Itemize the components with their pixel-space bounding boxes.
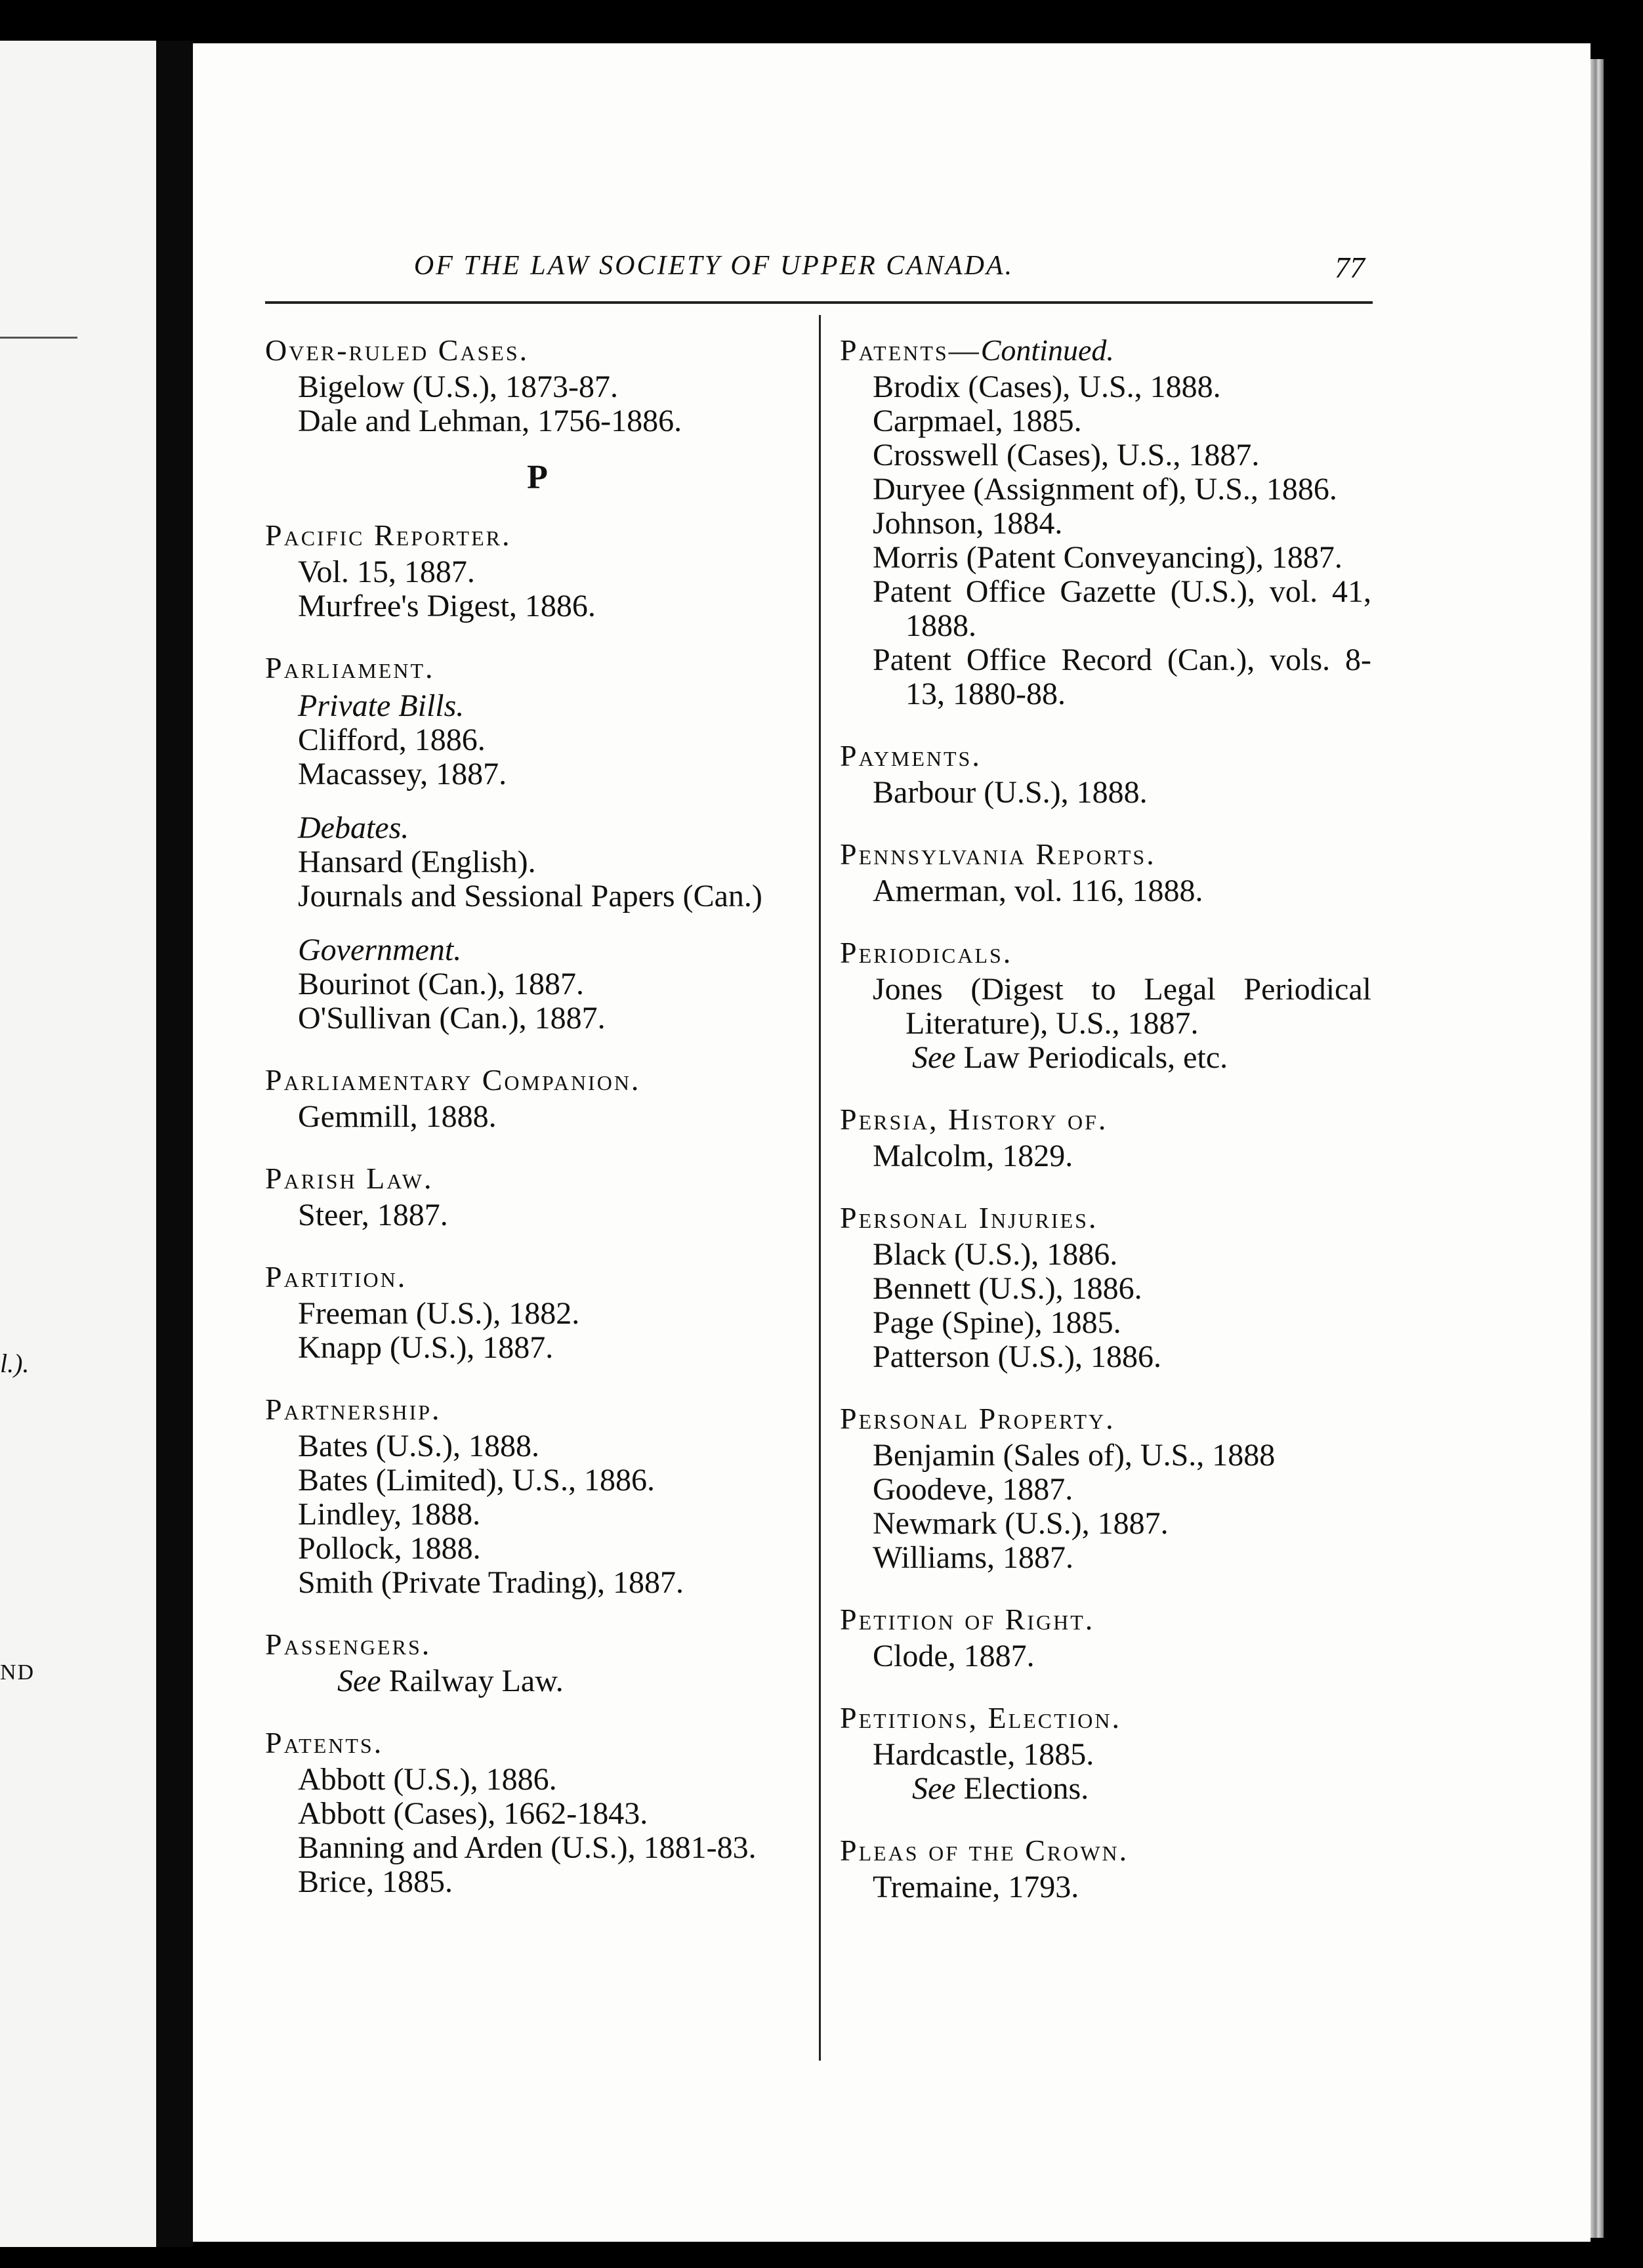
index-item: Abbott (Cases), 1662-1843. (298, 1796, 648, 1831)
index-item: Macassey, 1887. (298, 757, 507, 791)
previous-page-rule (0, 337, 77, 339)
prev-fragment-2: ND (0, 1660, 35, 1685)
entry-heading-continued: Continued. (980, 333, 1114, 367)
index-entry (840, 333, 1371, 711)
subgroup (265, 811, 810, 914)
entry-heading-text: Parish Law. (265, 1162, 434, 1195)
index-item: Amerman, vol. 116, 1888. (873, 873, 1203, 908)
entry-heading (265, 1162, 810, 1196)
index-item: Morris (Patent Conveyancing), 1887. (873, 540, 1342, 575)
entry-heading-text: Partition. (265, 1260, 407, 1293)
index-entry (840, 936, 1371, 1075)
entry-heading-text: Persia, History of. (840, 1102, 1108, 1136)
entry-heading (265, 1628, 810, 1662)
left-column (265, 333, 810, 1927)
index-item: Vol. 15, 1887. (298, 555, 475, 589)
entry-heading-text: Personal Property. (840, 1402, 1115, 1435)
see-reference (840, 1772, 1371, 1806)
entry-heading-text: Personal Injuries. (840, 1201, 1098, 1234)
see-label: See (337, 1664, 381, 1698)
index-entry (840, 837, 1371, 908)
index-item: Gemmill, 1888. (298, 1099, 497, 1134)
index-item: Brodix (Cases), U.S., 1888. (873, 369, 1221, 404)
entry-heading-text: Over-ruled Cases. (265, 333, 530, 367)
see-target: Railway Law. (381, 1664, 564, 1698)
index-item: Patterson (U.S.), 1886. (873, 1339, 1161, 1374)
index-item: Patent Office Gazette (U.S.), vol. 41, 1888. (873, 574, 1371, 643)
index-item: Page (Spine), 1885. (873, 1305, 1121, 1340)
index-item: Pollock, 1888. (298, 1531, 481, 1566)
entry-heading-text: Petitions, Election. (840, 1701, 1122, 1734)
entry-heading-text: Patents— (840, 333, 981, 367)
index-item: Malcolm, 1829. (873, 1139, 1073, 1173)
index-entry (265, 651, 810, 1036)
entry-heading (840, 1201, 1371, 1235)
index-item: Black (U.S.), 1886. (873, 1237, 1118, 1272)
index-item: Crosswell (Cases), U.S., 1887. (873, 438, 1260, 472)
index-item: Smith (Private Trading), 1887. (298, 1565, 684, 1600)
right-column (840, 333, 1371, 1932)
index-item: Duryee (Assignment of), U.S., 1886. (873, 472, 1337, 507)
entry-heading-text: Passengers. (265, 1628, 432, 1661)
see-reference (265, 1664, 810, 1698)
entry-heading (840, 936, 1371, 970)
index-item: Clifford, 1886. (298, 723, 486, 757)
index-item: Steer, 1887. (298, 1198, 448, 1232)
index-item: Bates (U.S.), 1888. (298, 1429, 539, 1463)
index-entry (265, 1063, 810, 1134)
entry-heading-text: Periodicals. (840, 936, 1013, 969)
entry-heading (840, 1102, 1371, 1137)
index-item: Johnson, 1884. (873, 506, 1063, 541)
see-target: Elections. (955, 1771, 1089, 1806)
running-head: OF THE LAW SOCIETY OF UPPER CANADA. (413, 251, 1014, 281)
index-item: Newmark (U.S.), 1887. (873, 1506, 1169, 1541)
entry-heading (265, 333, 810, 368)
index-item: Bigelow (U.S.), 1873-87. (298, 369, 618, 404)
see-label: See (912, 1771, 956, 1806)
entry-heading (265, 1063, 810, 1097)
index-item: Tremaine, 1793. (873, 1870, 1079, 1904)
index-item: Barbour (U.S.), 1888. (873, 775, 1148, 810)
entry-heading-text: Pacific Reporter. (265, 518, 512, 552)
index-entry (840, 739, 1371, 810)
index-entry (265, 1628, 810, 1698)
subgroup (265, 689, 810, 791)
index-item: Journals and Sessional Papers (Can.) (298, 879, 762, 914)
entry-heading-text: Payments. (840, 739, 982, 772)
header-rule (265, 301, 1373, 304)
index-item: Abbott (U.S.), 1886. (298, 1762, 557, 1797)
entry-heading (265, 518, 810, 553)
index-item: Patent Office Record (Can.), vols. 8-13, 1880-88. (873, 642, 1371, 711)
entry-heading (840, 837, 1371, 872)
index-entry (265, 518, 810, 623)
index-item: Benjamin (Sales of), U.S., 1888 (873, 1438, 1276, 1473)
index-item: Williams, 1887. (873, 1540, 1074, 1575)
index-item: Dale and Lehman, 1756-1886. (298, 404, 682, 438)
prev-fragment-1: l.). (0, 1349, 30, 1378)
index-item: Hansard (English). (298, 845, 536, 879)
see-label: See (912, 1040, 956, 1075)
index-item: Jones (Digest to Legal Periodical Literature), U.S., 1887. (873, 972, 1371, 1041)
index-item: Bennett (U.S.), 1886. (873, 1271, 1142, 1306)
index-item: Goodeve, 1887. (873, 1472, 1073, 1507)
entry-heading (840, 739, 1371, 773)
page-edge-stack (1591, 59, 1604, 2238)
entry-heading-text: Parliament. (265, 651, 435, 684)
index-item: Carpmael, 1885. (873, 404, 1082, 438)
index-item: Bates (Limited), U.S., 1886. (298, 1463, 655, 1498)
entry-heading (265, 1726, 810, 1760)
index-entry (265, 1393, 810, 1600)
index-item: Banning and Arden (U.S.), 1881-83. (298, 1830, 757, 1865)
see-reference (840, 1041, 1371, 1075)
index-entry (840, 1603, 1371, 1673)
subgroup-label: Debates. (298, 810, 409, 845)
entry-heading (840, 333, 1371, 368)
index-entry (265, 1726, 810, 1899)
index-item: Bourinot (Can.), 1887. (298, 967, 584, 1001)
page-number: 77 (1335, 251, 1365, 284)
entry-heading (265, 651, 810, 685)
subgroup-label: Private Bills. (298, 688, 465, 723)
index-entry (840, 1402, 1371, 1575)
index-item: Freeman (U.S.), 1882. (298, 1296, 580, 1331)
index-item: Lindley, 1888. (298, 1497, 481, 1532)
index-item: Hardcastle, 1885. (873, 1737, 1094, 1772)
index-item: Murfree's Digest, 1886. (298, 589, 596, 623)
index-item: Knapp (U.S.), 1887. (298, 1330, 554, 1365)
entry-heading-text: Pleas of the Crown. (840, 1834, 1129, 1867)
previous-page-edge (0, 41, 156, 2247)
entry-heading-text: Patents. (265, 1726, 384, 1759)
index-entry (265, 1260, 810, 1365)
section-letter: P (527, 459, 548, 496)
entry-heading (840, 1402, 1371, 1436)
index-item: Clode, 1887. (873, 1639, 1035, 1673)
see-target: Law Periodicals, etc. (955, 1040, 1228, 1075)
entry-heading (265, 1260, 810, 1294)
column-divider (819, 315, 821, 2061)
index-entry (840, 1201, 1371, 1374)
entry-heading-text: Parliamentary Companion. (265, 1063, 641, 1097)
book-gutter (156, 41, 193, 2247)
entry-heading (265, 1393, 810, 1427)
entry-heading (840, 1834, 1371, 1868)
entry-heading (840, 1701, 1371, 1735)
index-entry (840, 1701, 1371, 1806)
index-item: Brice, 1885. (298, 1864, 453, 1899)
entry-heading-text: Petition of Right. (840, 1603, 1095, 1636)
index-item: O'Sullivan (Can.), 1887. (298, 1001, 606, 1036)
index-entry (265, 1162, 810, 1232)
subgroup (265, 933, 810, 1036)
entry-heading-text: Pennsylvania Reports. (840, 837, 1156, 871)
index-entry (840, 1834, 1371, 1904)
index-entry (265, 333, 810, 438)
entry-heading-text: Partnership. (265, 1393, 442, 1426)
index-entry (840, 1102, 1371, 1173)
entry-heading (840, 1603, 1371, 1637)
subgroup-label: Government. (298, 933, 462, 967)
